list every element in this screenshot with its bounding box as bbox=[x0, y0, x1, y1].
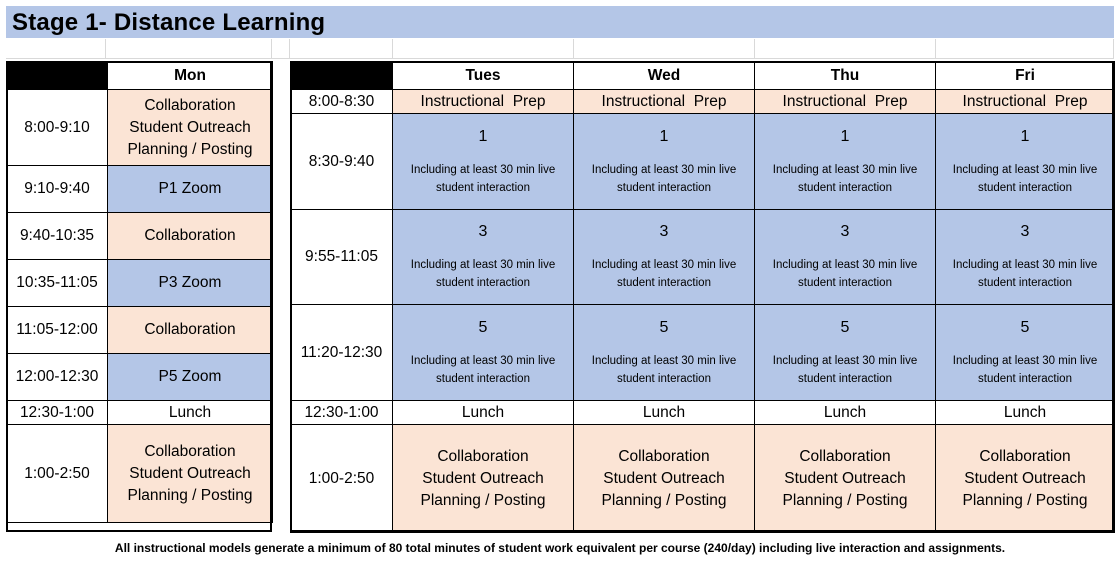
schedule-cell: Collaboration Student Outreach Planning / Posting bbox=[574, 425, 755, 533]
activity-cell: Collaboration Student Outreach Planning / Posting bbox=[108, 425, 273, 523]
time-cell: 10:35-11:05 bbox=[7, 260, 108, 307]
schedule-cell bbox=[574, 210, 755, 305]
schedule-cell: Instructional Prep bbox=[574, 90, 755, 114]
grid-cell bbox=[755, 39, 936, 59]
schedule-cell: Lunch bbox=[574, 401, 755, 425]
live-interaction-note: Including at least 30 min live student interaction bbox=[410, 259, 556, 289]
activity-cell: Collaboration bbox=[108, 213, 273, 260]
period-number: 1 bbox=[1020, 127, 1030, 145]
weekday-row bbox=[291, 210, 1115, 305]
live-interaction-note: Including at least 30 min live student interaction bbox=[591, 354, 737, 385]
spreadsheet-grid-strip bbox=[6, 39, 1114, 59]
schedule-cell bbox=[936, 114, 1115, 210]
grid-cell bbox=[393, 39, 574, 59]
time-cell: 1:00-2:50 bbox=[7, 425, 108, 523]
time-cell: 8:30-9:40 bbox=[291, 114, 393, 210]
monday-schedule-table bbox=[6, 61, 273, 523]
header-blank-cell bbox=[7, 62, 108, 90]
time-cell: 9:40-10:35 bbox=[7, 213, 108, 260]
monday-row bbox=[7, 354, 273, 401]
live-interaction-note: Including at least 30 min live student interaction bbox=[410, 163, 556, 194]
period-number: 3 bbox=[659, 223, 669, 240]
activity-cell: Collaboration Student Outreach Planning / Posting bbox=[108, 90, 273, 166]
period-number: 5 bbox=[840, 318, 850, 336]
schedule-cell bbox=[936, 210, 1115, 305]
grid-cell bbox=[574, 39, 755, 59]
time-cell: 9:10-9:40 bbox=[7, 166, 108, 213]
weekday-row bbox=[291, 114, 1115, 210]
live-interaction-note: Including at least 30 min live student interaction bbox=[591, 163, 737, 194]
activity-cell: P3 Zoom bbox=[108, 260, 273, 307]
schedule-cell: Collaboration Student Outreach Planning / Posting bbox=[755, 425, 936, 533]
schedule-cell bbox=[755, 305, 936, 401]
schedule-cell bbox=[574, 305, 755, 401]
live-interaction-note: Including at least 30 min live student interaction bbox=[772, 354, 918, 385]
live-interaction-note: Including at least 30 min live student interaction bbox=[772, 163, 918, 194]
live-interaction-note: Including at least 30 min live student interaction bbox=[410, 354, 556, 385]
period-number: 5 bbox=[478, 318, 488, 336]
schedule-cell bbox=[755, 114, 936, 210]
monday-row bbox=[7, 213, 273, 260]
live-interaction-note: Including at least 30 min live student interaction bbox=[952, 259, 1098, 289]
period-number: 3 bbox=[1020, 223, 1030, 240]
schedule-cell: Instructional Prep bbox=[393, 90, 574, 114]
schedule-cell: Lunch bbox=[393, 401, 574, 425]
time-cell: 12:30-1:00 bbox=[7, 401, 108, 425]
time-cell: 8:00-8:30 bbox=[291, 90, 393, 114]
grid-cell bbox=[6, 39, 106, 59]
monday-row bbox=[7, 425, 273, 523]
day-header-wed: Wed bbox=[574, 62, 755, 90]
period-number: 1 bbox=[478, 127, 488, 145]
schedule-cell: Instructional Prep bbox=[936, 90, 1115, 114]
live-interaction-note: Including at least 30 min live student interaction bbox=[591, 259, 737, 289]
live-interaction-note: Including at least 30 min live student interaction bbox=[952, 354, 1098, 385]
day-header-thu: Thu bbox=[755, 62, 936, 90]
monday-row bbox=[7, 260, 273, 307]
time-cell: 11:20-12:30 bbox=[291, 305, 393, 401]
weekday-row bbox=[291, 425, 1115, 533]
weekday-row bbox=[291, 305, 1115, 401]
time-cell: 12:00-12:30 bbox=[7, 354, 108, 401]
schedule-cell bbox=[936, 305, 1115, 401]
time-cell: 9:55-11:05 bbox=[291, 210, 393, 305]
monday-row bbox=[7, 401, 273, 425]
activity-cell: P5 Zoom bbox=[108, 354, 273, 401]
period-number: 1 bbox=[659, 127, 669, 145]
time-cell: 8:00-9:10 bbox=[7, 90, 108, 166]
weekday-row bbox=[291, 401, 1115, 425]
monday-row bbox=[7, 166, 273, 213]
weekday-row bbox=[291, 90, 1115, 114]
footer-note: All instructional models generate a minimum of 80 total minutes of student work equivalent per course (240/day) including live interaction and assignments. bbox=[114, 541, 1006, 555]
monday-row bbox=[7, 90, 273, 166]
title-banner bbox=[6, 6, 1114, 38]
schedule-cell bbox=[393, 305, 574, 401]
weekday-schedule-table bbox=[290, 61, 1115, 533]
grid-cell bbox=[272, 39, 290, 59]
schedule-cell bbox=[574, 114, 755, 210]
time-cell: 11:05-12:00 bbox=[7, 307, 108, 354]
grid-cell bbox=[936, 39, 1114, 59]
activity-cell: Collaboration bbox=[108, 307, 273, 354]
period-number: 3 bbox=[478, 223, 488, 240]
schedule-cell bbox=[755, 210, 936, 305]
monday-header-row bbox=[7, 62, 273, 90]
monday-row bbox=[7, 307, 273, 354]
live-interaction-note: Including at least 30 min live student interaction bbox=[772, 259, 918, 289]
weekday-header-row bbox=[291, 62, 1115, 90]
live-interaction-note: Including at least 30 min live student interaction bbox=[952, 163, 1098, 194]
schedule-cell: Collaboration Student Outreach Planning / Posting bbox=[393, 425, 574, 533]
period-number: 5 bbox=[659, 318, 669, 336]
schedule-cell: Instructional Prep bbox=[755, 90, 936, 114]
schedule-cell: Collaboration Student Outreach Planning / Posting bbox=[936, 425, 1115, 533]
schedule-cell: Lunch bbox=[755, 401, 936, 425]
day-header-mon: Mon bbox=[108, 62, 273, 90]
period-number: 5 bbox=[1020, 318, 1030, 336]
activity-cell: Lunch bbox=[108, 401, 273, 425]
page-title: Stage 1- Distance Learning bbox=[12, 9, 326, 36]
activity-cell: P1 Zoom bbox=[108, 166, 273, 213]
time-cell: 12:30-1:00 bbox=[291, 401, 393, 425]
day-header-fri: Fri bbox=[936, 62, 1115, 90]
header-blank-cell bbox=[291, 62, 393, 90]
period-number: 1 bbox=[840, 127, 850, 145]
day-header-tues: Tues bbox=[393, 62, 574, 90]
period-number: 3 bbox=[840, 223, 850, 240]
time-cell: 1:00-2:50 bbox=[291, 425, 393, 533]
grid-cell bbox=[106, 39, 272, 59]
schedule-cell: Lunch bbox=[936, 401, 1115, 425]
grid-cell bbox=[290, 39, 393, 59]
schedule-cell bbox=[393, 210, 574, 305]
schedule-cell bbox=[393, 114, 574, 210]
